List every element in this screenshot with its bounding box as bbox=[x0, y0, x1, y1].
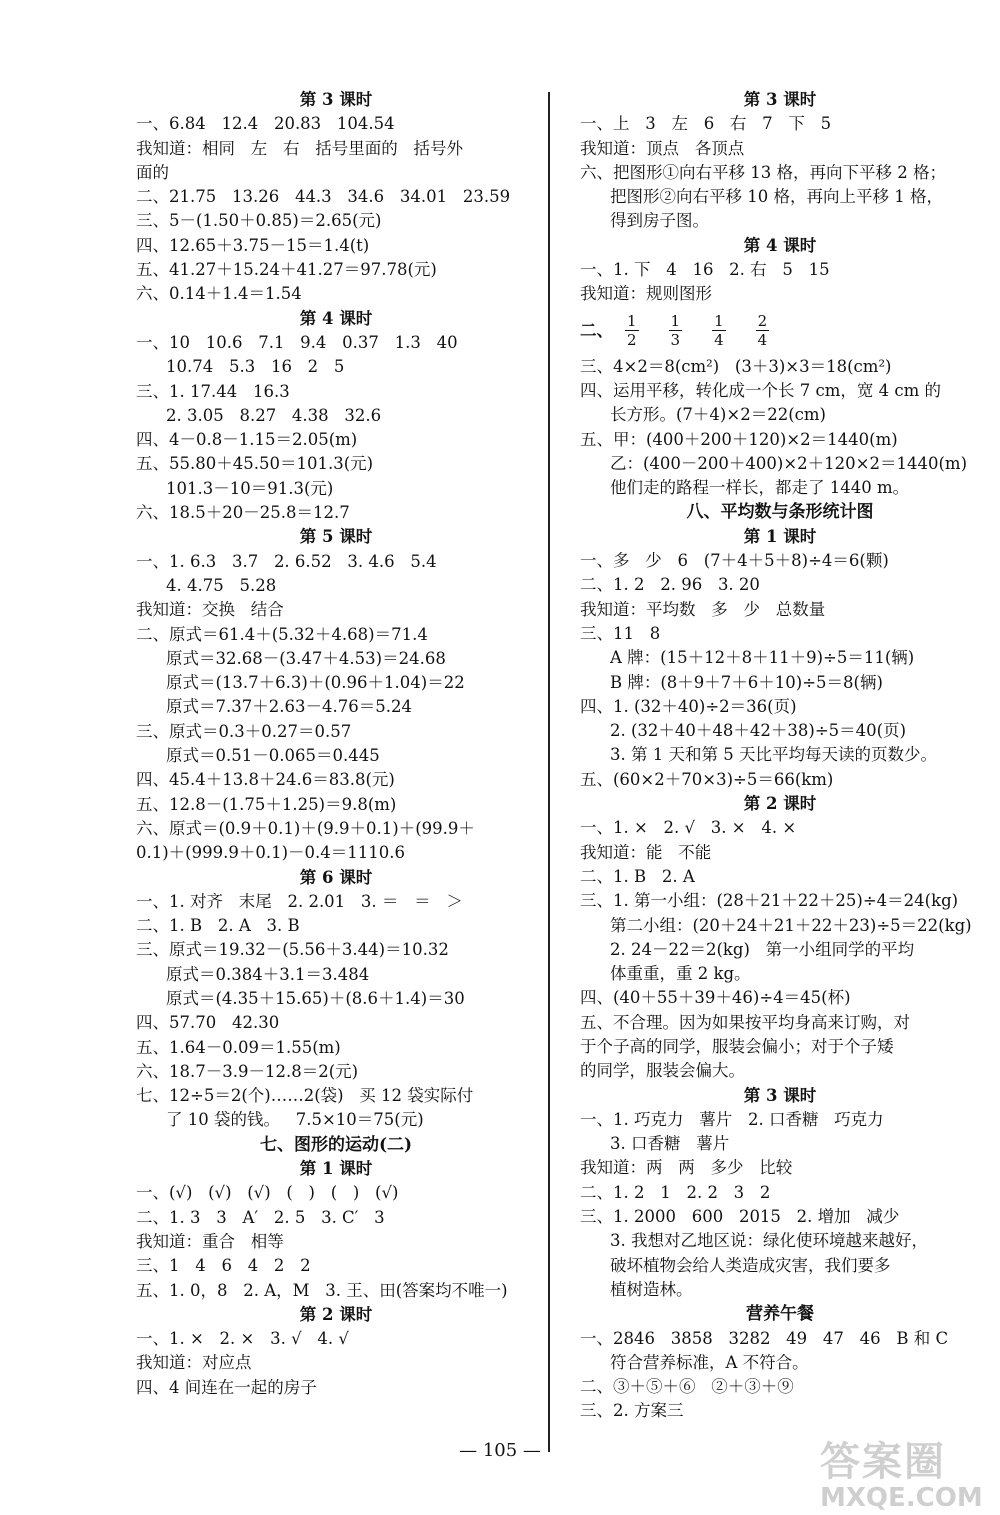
answer-line: 我知道：重合 相等 bbox=[136, 1231, 284, 1251]
answer-line: 四、4 间连在一起的房子 bbox=[136, 1377, 317, 1397]
answer-line: 一、10 10.6 7.1 9.4 0.37 1.3 40 bbox=[136, 332, 458, 352]
answer-line: 三、5－(1.50＋0.85)＝2.65(元) bbox=[136, 211, 382, 231]
lesson-heading: 第 4 课时 bbox=[743, 235, 817, 255]
answer-line: 五、12.8－(1.75＋1.25)＝9.8(m) bbox=[136, 794, 397, 814]
answer-line: 一、(√) (√) (√) ( ) ( ) (√) bbox=[136, 1183, 399, 1203]
answer-line: 四、12.65＋3.75－15＝1.4(t) bbox=[136, 235, 370, 255]
answer-line: 三、1. 17.44 16.3 bbox=[136, 381, 290, 401]
fraction bbox=[625, 312, 639, 349]
fraction-numerator: 1 bbox=[627, 312, 637, 331]
fraction bbox=[669, 312, 683, 349]
answer-line: 原式＝0.51－0.065＝0.445 bbox=[166, 746, 380, 766]
fraction-denominator: 3 bbox=[670, 331, 681, 350]
answer-line: 二、1. 2 2. 96 3. 20 bbox=[580, 575, 760, 595]
answer-line: 五、1. 0，8 2. A，M 3. 王、田(答案均不唯一) bbox=[136, 1280, 508, 1300]
answer-line: 四、运用平移，转化成一个长 7 cm，宽 4 cm 的 bbox=[580, 380, 941, 400]
fraction bbox=[712, 312, 726, 349]
answer-line: 二、原式＝61.4＋(5.32＋4.68)＝71.4 bbox=[136, 624, 428, 644]
answer-line: 2. (32＋40＋48＋42＋38)÷5＝40(页) bbox=[610, 721, 907, 741]
answer-line: 四、1. (32＋40)÷2＝36(页) bbox=[580, 696, 797, 716]
answer-line: 三、原式＝0.3＋0.27＝0.57 bbox=[136, 721, 352, 741]
answer-line: 原式＝7.37＋2.63－4.76＝5.24 bbox=[166, 697, 412, 717]
answer-line: 乙：(400－200＋400)×2＋120×2＝1440(m) bbox=[610, 453, 968, 473]
lesson-heading: 第 2 课时 bbox=[743, 794, 817, 814]
page-number: — 105 — bbox=[459, 1440, 541, 1461]
answer-line: 一、1. 下 4 16 2. 右 5 15 bbox=[580, 260, 830, 280]
answer-line: 一、1. 6.3 3.7 2. 6.52 3. 4.6 5.4 bbox=[136, 551, 437, 571]
answer-line: 原式＝(4.35＋15.65)＋(8.6＋1.4)＝30 bbox=[166, 988, 465, 1008]
answer-line: 三、11 8 bbox=[580, 623, 661, 643]
answer-line: 四、(40＋55＋39＋46)÷4＝45(杯) bbox=[580, 988, 851, 1008]
answer-line: 我知道：两 两 多少 比较 bbox=[580, 1158, 793, 1178]
answer-line: 二、1. B 2. A 3. B bbox=[136, 916, 300, 936]
chapter-heading: 七、图形的运动(二) bbox=[259, 1134, 413, 1155]
answer-line: 二、③＋⑤＋⑥ ②＋③＋⑨ bbox=[580, 1377, 794, 1397]
fraction bbox=[756, 312, 770, 349]
answer-line: 一、上 3 左 6 右 7 下 5 bbox=[580, 114, 832, 134]
lesson-heading: 第 2 课时 bbox=[299, 1304, 373, 1324]
answer-line: 四、57.70 42.30 bbox=[136, 1013, 280, 1033]
answer-line: A 牌：(15＋12＋8＋11＋9)÷5＝11(辆) bbox=[610, 648, 915, 668]
watermark-text-top: 答案圈 bbox=[820, 1439, 946, 1485]
answer-line: 3. 我想对乙地区说：绿化使环境越来越好， bbox=[610, 1231, 928, 1251]
answer-line: 0.1)＋(999.9＋0.1)－0.4＝1110.6 bbox=[136, 843, 406, 863]
answer-line: 原式＝0.384＋3.1＝3.484 bbox=[166, 964, 370, 984]
answer-line: 我知道：相同 左 右 括号里面的 括号外 bbox=[136, 138, 463, 158]
answer-line: 三、1. 2000 600 2015 2. 增加 减少 bbox=[580, 1207, 900, 1227]
fraction-denominator: 4 bbox=[757, 331, 768, 350]
answer-line: 101.3－10＝91.3(元) bbox=[166, 478, 334, 498]
answer-line: 我知道：顶点 各顶点 bbox=[580, 138, 745, 158]
answer-line: 面的 bbox=[136, 162, 169, 182]
lesson-heading: 第 6 课时 bbox=[299, 867, 373, 887]
watermark-logo bbox=[820, 1430, 990, 1513]
answer-line: 一、1. × 2. √ 3. × 4. × bbox=[580, 818, 797, 838]
answer-line: 体重重，重 2 kg。 bbox=[610, 964, 751, 984]
answer-line: 三、1 4 6 4 2 2 bbox=[136, 1256, 311, 1276]
answer-line: 六、0.14＋1.4＝1.54 bbox=[136, 284, 302, 304]
answer-line: 六、18.5＋20－25.8＝12.7 bbox=[136, 503, 350, 523]
fraction-numerator: 1 bbox=[714, 312, 724, 331]
right-column bbox=[580, 88, 980, 1424]
fraction-denominator: 2 bbox=[627, 331, 637, 350]
answer-line: 得到房子图。 bbox=[610, 211, 709, 231]
answer-line: 2. 3.05 8.27 4.38 32.6 bbox=[166, 405, 382, 425]
column-divider bbox=[548, 92, 550, 1452]
answer-line: 六、18.7－3.9－12.8＝2(元) bbox=[136, 1061, 359, 1081]
answer-line: 原式＝32.68－(3.47＋4.53)＝24.68 bbox=[166, 648, 446, 668]
answer-line: 我知道：对应点 bbox=[136, 1353, 252, 1373]
lesson-heading: 第 4 课时 bbox=[299, 308, 373, 328]
answer-line: 三、1. 第一小组：(28＋21＋22＋25)÷4＝24(kg) bbox=[580, 891, 959, 911]
answer-line: 2. 24－22＝2(kg) 第一小组同学的平均 bbox=[610, 939, 915, 959]
answer-line: 五、甲：(400＋200＋120)×2＝1440(m) bbox=[580, 429, 898, 449]
answer-line: 六、原式＝(0.9＋0.1)＋(9.9＋0.1)＋(99.9＋ bbox=[136, 818, 475, 838]
answer-line: 三、2. 方案三 bbox=[580, 1401, 684, 1421]
answer-line: 的同学，服装会偏大。 bbox=[580, 1061, 745, 1081]
answer-line: 三、4×2＝8(cm²) (3＋3)×3＝18(cm²) bbox=[580, 356, 892, 376]
lesson-heading: 第 3 课时 bbox=[743, 90, 817, 109]
answer-line: 四、4－0.8－1.15＝2.05(m) bbox=[136, 430, 358, 450]
answer-line: 二、21.75 13.26 44.3 34.6 34.01 23.59 bbox=[136, 187, 511, 207]
chapter-heading: 八、平均数与条形统计图 bbox=[686, 502, 874, 523]
lesson-heading: 第 5 课时 bbox=[299, 527, 373, 547]
fraction-numerator: 2 bbox=[757, 312, 768, 331]
lesson-heading: 第 3 课时 bbox=[299, 90, 373, 109]
answer-line: 第二小组：(20＋24＋21＋22＋23)÷5＝22(kg) bbox=[610, 915, 972, 935]
fraction-numerator: 1 bbox=[670, 312, 681, 331]
answer-line: 了 10 袋的钱。 7.5×10＝75(元) bbox=[166, 1110, 424, 1130]
lesson-heading: 第 1 课时 bbox=[743, 526, 817, 546]
answer-line: 破坏植物会给人类造成灾害，我们要多 bbox=[610, 1255, 891, 1275]
answer-line: 一、多 少 6 (7＋4＋5＋8)÷4＝6(颗) bbox=[580, 551, 889, 571]
answer-line-fractions bbox=[580, 307, 980, 355]
answer-line: B 牌：(8＋9＋7＋6＋10)÷5＝8(辆) bbox=[610, 672, 883, 692]
answer-line: 二、1. B 2. A bbox=[580, 866, 695, 886]
answer-line: 五、(60×2＋70×3)÷5＝66(km) bbox=[580, 769, 834, 789]
answer-line: 我知道：规则图形 bbox=[580, 284, 712, 304]
lesson-heading: 第 3 课时 bbox=[743, 1085, 817, 1105]
answer-line: 我知道：平均数 多 少 总数量 bbox=[580, 599, 826, 619]
answer-line: 我知道：交换 结合 bbox=[136, 600, 284, 620]
answer-line: 于个子高的同学，服装会偏小；对于个子矮 bbox=[580, 1036, 894, 1056]
answer-line: 六、把图形①向右平移 13 格，再向下平移 2 格； bbox=[580, 162, 946, 182]
answer-line: 一、6.84 12.4 20.83 104.54 bbox=[136, 114, 395, 134]
chapter-heading: 营养午餐 bbox=[746, 1304, 814, 1325]
watermark-text-bottom: MXQE.COM bbox=[820, 1483, 983, 1513]
answer-line: 三、原式＝19.32－(5.56＋3.44)＝10.32 bbox=[136, 940, 449, 960]
answer-line: 4. 4.75 5.28 bbox=[166, 575, 277, 595]
answer-line: 一、1. 对齐 末尾 2. 2.01 3. ＝ ＝ ＞ bbox=[136, 891, 463, 911]
answer-line: 七、12÷5＝2(个)……2(袋) 买 12 袋实际付 bbox=[136, 1086, 474, 1106]
answer-line: 10.74 5.3 16 2 5 bbox=[166, 357, 345, 377]
answer-line: 一、1. 巧克力 薯片 2. 口香糖 巧克力 bbox=[580, 1109, 884, 1129]
answer-line: 四、45.4＋13.8＋24.6＝83.8(元) bbox=[136, 770, 395, 790]
answer-line: 把图形②向右平移 10 格，再向上平移 1 格， bbox=[610, 187, 943, 207]
answer-line: 五、41.27＋15.24＋41.27＝97.78(元) bbox=[136, 260, 437, 280]
answer-line: 我知道：能 不能 bbox=[580, 842, 712, 862]
answer-line: 符合营养标准，A 不符合。 bbox=[610, 1352, 809, 1372]
answer-line: 原式＝(13.7＋6.3)＋(0.96＋1.04)＝22 bbox=[166, 673, 465, 693]
answer-label: 二、 bbox=[580, 320, 613, 340]
answer-line: 五、不合理。因为如果按平均身高来订购，对 bbox=[580, 1012, 910, 1032]
fraction-denominator: 4 bbox=[714, 331, 724, 350]
answer-line: 五、1.64－0.09＝1.55(m) bbox=[136, 1037, 341, 1057]
answer-line: 一、1. × 2. × 3. √ 4. √ bbox=[136, 1329, 349, 1349]
answer-line: 二、1. 2 1 2. 2 3 2 bbox=[580, 1182, 771, 1202]
lesson-heading: 第 1 课时 bbox=[299, 1159, 373, 1179]
answer-line: 植树造林。 bbox=[610, 1279, 693, 1299]
answer-line: 3. 第 1 天和第 5 天比平均每天读的页数少。 bbox=[610, 745, 937, 765]
answer-line: 长方形。(7＋4)×2＝22(cm) bbox=[610, 405, 826, 425]
answer-line: 他们走的路程一样长，都走了 1440 m。 bbox=[610, 478, 910, 498]
answer-line: 二、1. 3 3 A′ 2. 5 3. C′ 3 bbox=[136, 1207, 385, 1227]
answer-line: 3. 口香糖 薯片 bbox=[610, 1134, 730, 1154]
answer-line: 五、55.80＋45.50＝101.3(元) bbox=[136, 454, 374, 474]
left-column bbox=[136, 88, 536, 1400]
answer-line: 一、2846 3858 3282 49 47 46 B 和 C bbox=[580, 1328, 949, 1348]
